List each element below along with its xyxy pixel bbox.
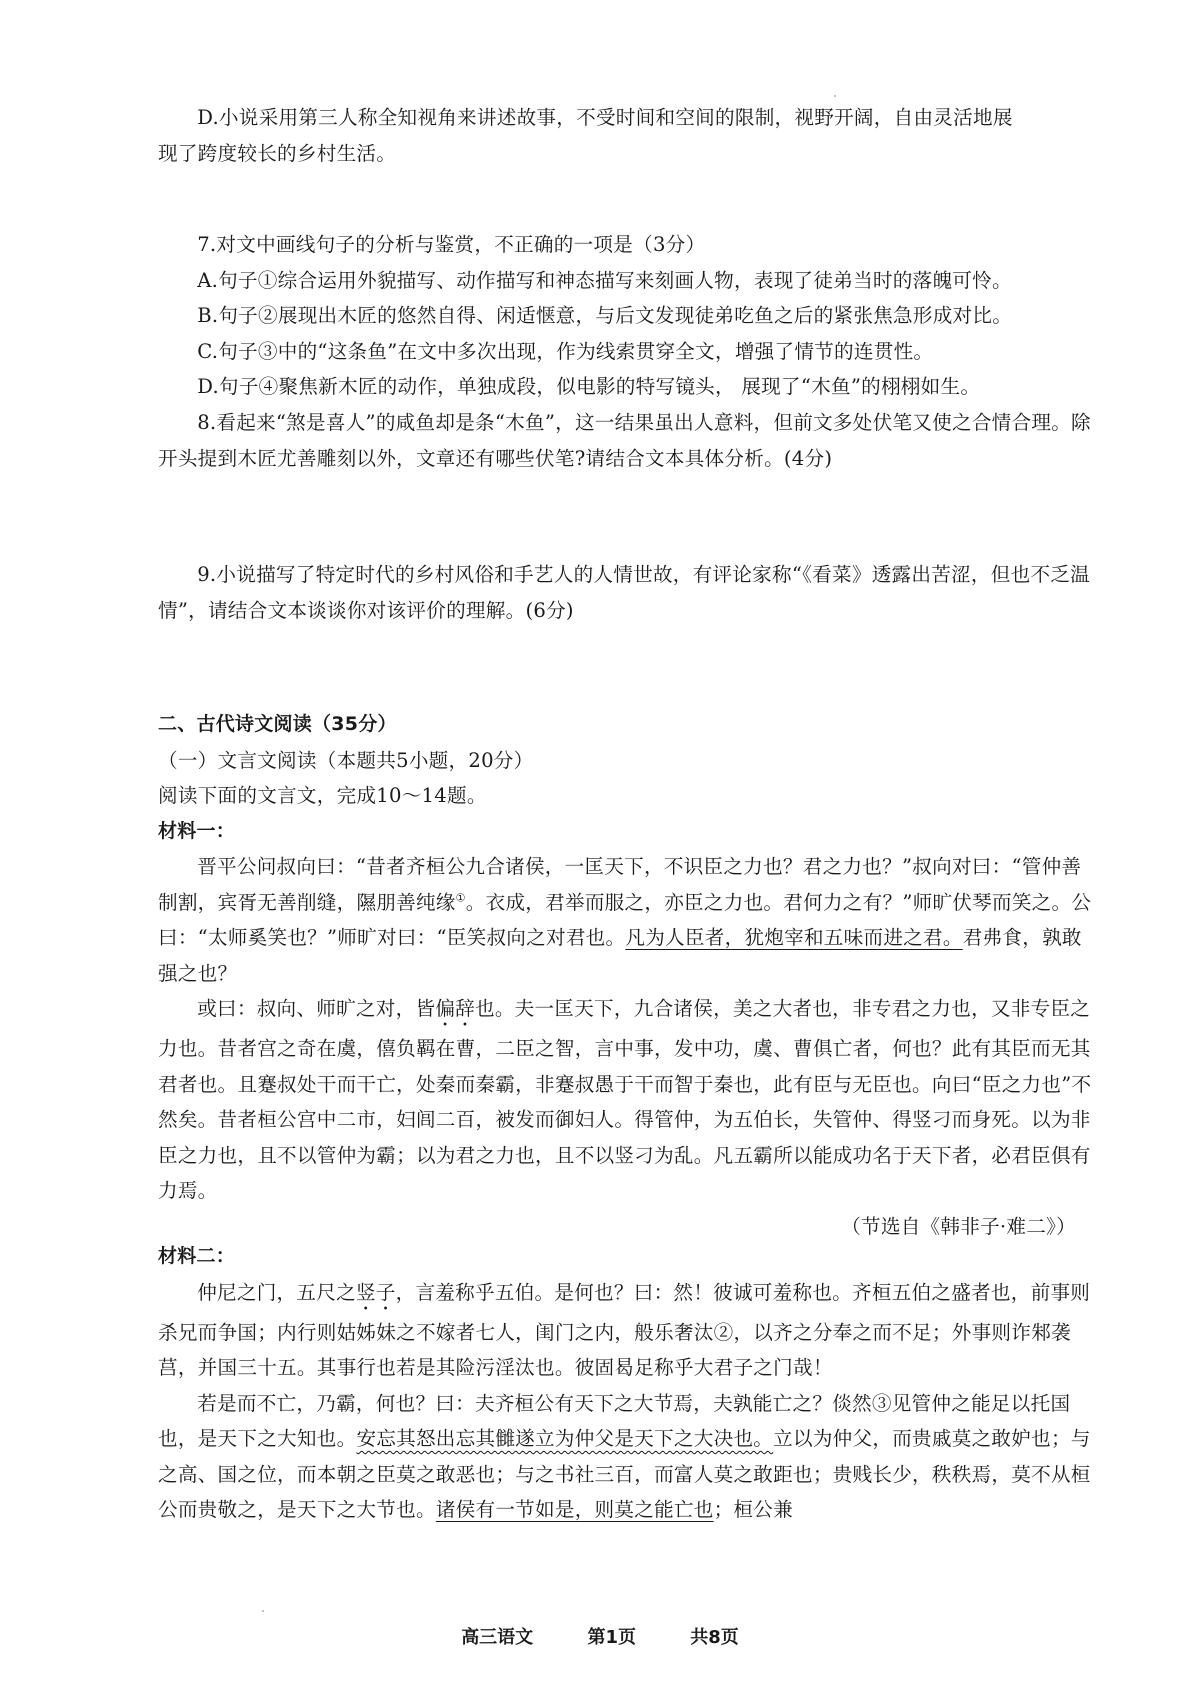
q6-option-d: [158, 100, 1094, 171]
dotted-word-shuzi: 竖子: [355, 1280, 396, 1304]
q7-stem: 7.对文中画线句子的分析与鉴赏，不正确的一项是（3分）: [197, 233, 706, 256]
dotted-word-pianci: 偏辞: [435, 997, 475, 1020]
scan-speck: [262, 1610, 264, 1612]
q8-text: 8.看起来“煞是喜人”的咸鱼却是条“木鱼”，这一结果虽出人意料，但前文多处伏笔又使之合情合理。除开头提到木匠尤善雕刻以外，文章还有哪些伏笔?请结合文本具体分析。(4分): [158, 411, 1091, 470]
q7-option-b: B.句子②展现出木匠的悠然自得、闲适惬意，与后文发现徒弟吃鱼之后的紧张焦急形成对比。: [197, 304, 1013, 327]
material-1-label: 材料一：: [158, 819, 236, 842]
material-2: [158, 1239, 1094, 1528]
scan-speck: [834, 95, 836, 97]
q7-option-d: D.句子④聚焦新木匠的动作，单独成段，似电影的特写镜头， 展现了“木鱼”的栩栩如生。: [197, 375, 981, 398]
material-2-paragraph-2: 若是而不亡，乃霸，何也？曰：夫齐桓公有天下之大节焉，夫孰能亡之？倓然③见管仲之能足以托国也，是天下之大知也。安忘其怒出忘其雠遂立为仲父是天下之大决也。立以为仲父，而贵戚莫之敢妒也；与之高、国之位，而本朝之臣莫之敢恶也；与之书社三百，而富人莫之敢距也；贵贱长少，秩秩焉，莫不从桓公而贵敬之，是天下之大节也。诸侯有一节如是，则莫之能亡也；桓公兼: [158, 1391, 1091, 1521]
wavy-underlined-sentence: 安忘其怒出忘其雠遂立为仲父是天下之大决也。: [356, 1427, 774, 1450]
q6-option-d-line1: D.小说采用第三人称全知视角来讲述故事，不受时间和空间的限制，视野开阔，自由灵活地展: [197, 106, 1013, 129]
section-2-title: 二、古代诗文阅读（35分）: [158, 713, 397, 735]
footnote-marker: ①: [455, 890, 466, 904]
q7-option-a: A.句子①综合运用外貌描写、动作描写和神态描写来刻画人物，表现了徒弟当时的落魄可怜。: [197, 268, 1012, 292]
question-8: [158, 405, 1094, 476]
section-2-header: [158, 707, 1094, 849]
section-2-subtitle: （一）文言文阅读（本题共5小题，20分）: [158, 748, 534, 772]
exam-page: [158, 0, 1094, 1698]
material-1-paragraph-2: 或曰：叔向、师旷之对，皆偏辞也。夫一匡天下，九合诸侯，美之大者也，非专君之力也，又非专臣之力也。昔者宫之奇在虞，僖负羁在曹，二臣之智，言中事，发中功，虞、曹俱亡者，何也？此有其臣而无其君者也。且蹇叔处干而干亡，处秦而秦霸，非蹇叔愚于干而智于秦也，此有臣与无臣也。向曰“臣之力也”不然矣。昔者桓公宫中二市，妇闾二百，被发而御妇人。得管仲，为五伯长，失管仲、得竖刁而身死。以为非臣之力也，且不以管仲为霸；以为君之力也，且不以竖刁为乱。凡五霸所以能成功名于天下者，必君臣俱有力焉。: [158, 997, 1092, 1202]
page-footer: [0, 1623, 1200, 1649]
footer-subject: 高三语文: [461, 1627, 534, 1648]
q6-option-d-line2: 现了跨度较长的乡村生活。: [158, 141, 397, 165]
q9-text: 9.小说描写了特定时代的乡村风俗和手艺人的人情世故，有评论家称“《看菜》透露出苦涩，但也不乏温情”，请结合文本谈谈你对该评价的理解。(6分): [158, 563, 1090, 622]
question-7: [158, 227, 1094, 405]
underlined-sentence-1: 凡为人臣者，犹炮宰和五味而进之君。: [625, 926, 963, 949]
q7-option-c: C.句子③中的“这条鱼”在文中多次出现，作为线索贯穿全文，增强了情节的连贯性。: [197, 339, 934, 363]
material-1-paragraph-1: 晋平公问叔向曰：“昔者齐桓公九合诸侯，一匡天下，不识臣之力也？君之力也？”叔向对曰：“管仲善制割，宾胥无善削缝，隰朋善纯缘①。衣成，君举而服之，亦臣之力也。君何力之有？”师旷伏琴而笑之。公曰：“太师奚笑也？”师旷对曰：“臣笑叔向之对君也。凡为人臣者，犹炮宰和五味而进之君。君弗食，孰敢强之也？: [158, 855, 1092, 985]
underlined-sentence-2: 诸侯有一节如是，则莫之能亡也: [435, 1498, 714, 1521]
material-2-label: 材料二：: [158, 1245, 236, 1267]
material-2-paragraph-1: 仲尼之门，五尺之竖子，言羞称乎五伯。是何也？曰：然！彼诚可羞称也。齐桓五伯之盛者也，前事则杀兄而争国；内行则姑姊妹之不嫁者七人，闺门之内，般乐奢汰②，以齐之分奉之而不足；外事则诈邾袭莒，并国三十五。其事行也若是其险污淫汰也。彼固曷足称乎大君子之门哉！: [158, 1280, 1091, 1379]
material-1: [158, 849, 1094, 1244]
footer-page-number: 第1页: [587, 1627, 636, 1648]
material-1-source: （节选自《韩非子·难二》）: [841, 1214, 1076, 1238]
footer-total-pages: 共8页: [690, 1627, 739, 1648]
question-9: [158, 557, 1094, 628]
section-2-instruction: 阅读下面的文言文，完成10～14题。: [158, 784, 487, 807]
